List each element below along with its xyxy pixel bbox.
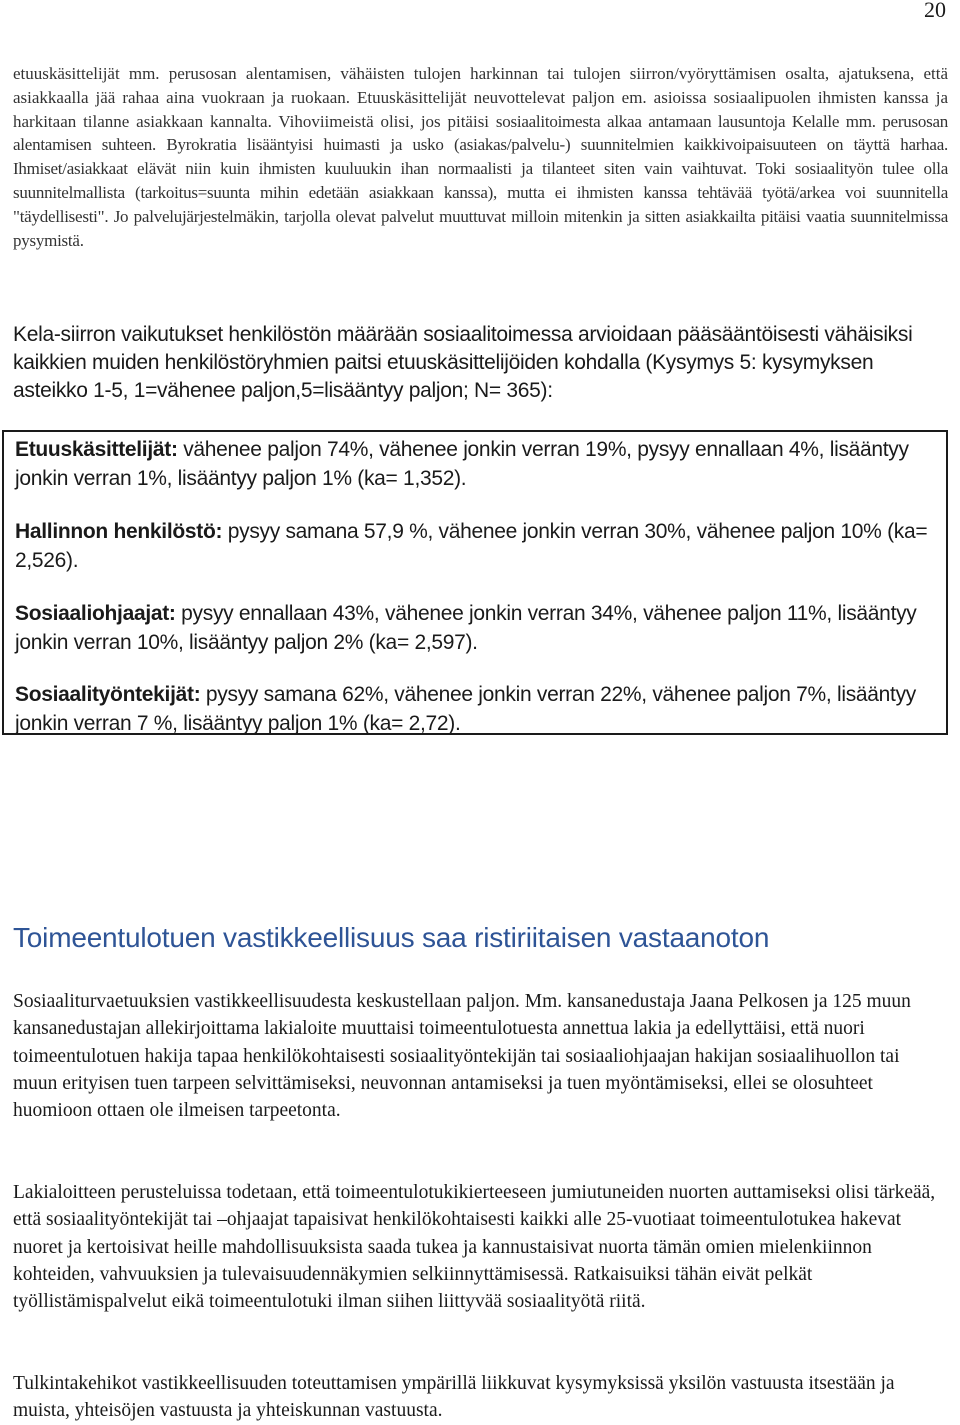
body-paragraph-1: Sosiaaliturvaetuuksien vastikkeellisuudesta keskustellaan paljon. Mm. kansanedustaja Jaana Pelkosen ja 125 muun kansanedustajan allekirjoittama lakialoite muuttaisi toimeentulotuesta annettua lakia ja edellyttäisi, että nuori toimeentulotuen hakija tapaa henkilökohtaisesti sosiaalityöntekijän tai sosiaaliohjaajan hakijan sosiaalihuollon tai muun erityisen tuen tarpeen selvittämiseksi, neuvonnan antamiseksi ja tuen myöntämiseksi, ellei se olosuhteet huomioon ottaen ole ilmeisen tarpeetonta. (13, 991, 911, 1122)
result-etuuskasittelijat (15, 436, 940, 493)
result-text: vähenee paljon 74%, vähenee jonkin verran 19%, pysyy ennallaan 4%, lisääntyy jonkin verran 1%, lisääntyy paljon 1% (ka= 1,352). (15, 438, 909, 490)
result-text: pysyy samana 62%, vähenee jonkin verran 22%, vähenee paljon 7%, lisääntyy jonkin verran 7 %, lisääntyy paljon 1% (ka= 2,72). (15, 683, 916, 735)
result-sosiaaliohjaajat (15, 600, 940, 657)
intro-part-b: sosiaalitoimesta alkaa antamaan lausuntoja Kelalle mm. perusosan alentamisen suhteen. Byrokratia lisääntyisi huimasti ja usko (asiakas/palvelu-) suunnitelmien kaikkivoipaisuuteen on täyttä harhaa. Ihmiset/asiakkaat elävät niin kuin ihmisten kuuluukin ihan normaalisti ja tilanteet siten vain vaihtuvat. Toki sosiaalityön tulee olla suunnitelmallista (tarkoitus=suunta mihin edetään asiakkaan kanssa), mutta ei ihmisten kanssa tehtävää työtä/arkea voi suunnitella "täydellisesti". Jo palvelujärjestelmäkin, tarjolla olevat palvelut muuttuvat milloin mitenkin ja sitten asiakkailta pitäisi vaatia suunnitelmissa pysymistä. (13, 111, 949, 250)
result-label: Hallinnon henkilöstö: (15, 520, 223, 543)
kela-intro-paragraph: Kela-siirron vaikutukset henkilöstön määrään sosiaalitoimessa arvioidaan pääsääntöisesti vähäisiksi kaikkien muiden henkilöstöryhmien paitsi etuuskäsittelijöiden kohdalla (Kysymys 5: kysymyksen asteikko 1-5, 1=vähenee paljon,5=lisääntyy paljon; N= 365): (13, 323, 913, 402)
body-paragraph-3: Tulkintakehikot vastikkeellisuuden toteuttamisen ympärillä liikkuvat kysymyksissä yksilön vastuusta itsestään ja muista, yhteisöjen vastuusta ja yhteiskunnan vastuusta. (13, 1373, 895, 1422)
result-label: Sosiaaliohjaajat: (15, 602, 176, 625)
intro-paragraph (13, 62, 948, 252)
page-number: 20 (924, 0, 946, 22)
body-paragraph-2: Lakialoitteen perusteluissa todetaan, että toimeentulotukikierteeseen jumiutuneiden nuorten auttamiseksi olisi tärkeää, että sosiaalityöntekijät tai –ohjaajat tapaisivat henkilökohtaisesti kaikki alle 25-vuotiaat toimeentulotukea hakevat nuoret ja kertoisivat heille mahdollisuuksista saada tukea ja kannustaisivat nuorta tämän omien mielenkiinnon kohteiden, vahvuuksien ja tulevaisuudennäkymien selkiinnyttämisessä. Ratkaisuiksi tähän eivät pelkät työllistämispalvelut eikä toimeentulotuki ilman siihen liittyvää sosiaalityötä riitä. (13, 1182, 936, 1313)
result-text: pysyy ennallaan 43%, vähenee jonkin verran 34%, vähenee paljon 11%, lisääntyy jonkin verran 10%, lisääntyy paljon 2% (ka= 2,597). (15, 602, 917, 654)
result-hallinnon-henkilosto (15, 518, 940, 575)
results-box (2, 430, 948, 735)
intro-part-a: etuuskäsittelijät mm. perusosan alentamisen, vähäisten tulojen harkinnan tai tulojen siirron/vyöryttämisen osalta, ajatuksena, että asiakkaalla jää rahaa aina vuokraan ja ruokaan. Etuuskäsittelijät neuvottelevat paljon em. asioissa sosiaalipuolen ihmisten kanssa ja harkitaan tilanne asiakkaan kannalta. Vihoviimeistä olisi, jos pitäisi (13, 64, 948, 131)
result-sosiaalityontekijat (15, 681, 940, 738)
section-heading: Toimeentulotuen vastikkeellisuus saa ristiriitaisen vastaanoton (13, 922, 770, 953)
result-label: Sosiaalityöntekijät: (15, 683, 201, 706)
result-label: Etuuskäsittelijät: (15, 438, 178, 461)
result-text: pysyy samana 57,9 %, vähenee jonkin verran 30%, vähenee paljon 10% (ka= 2,526). (15, 520, 928, 572)
